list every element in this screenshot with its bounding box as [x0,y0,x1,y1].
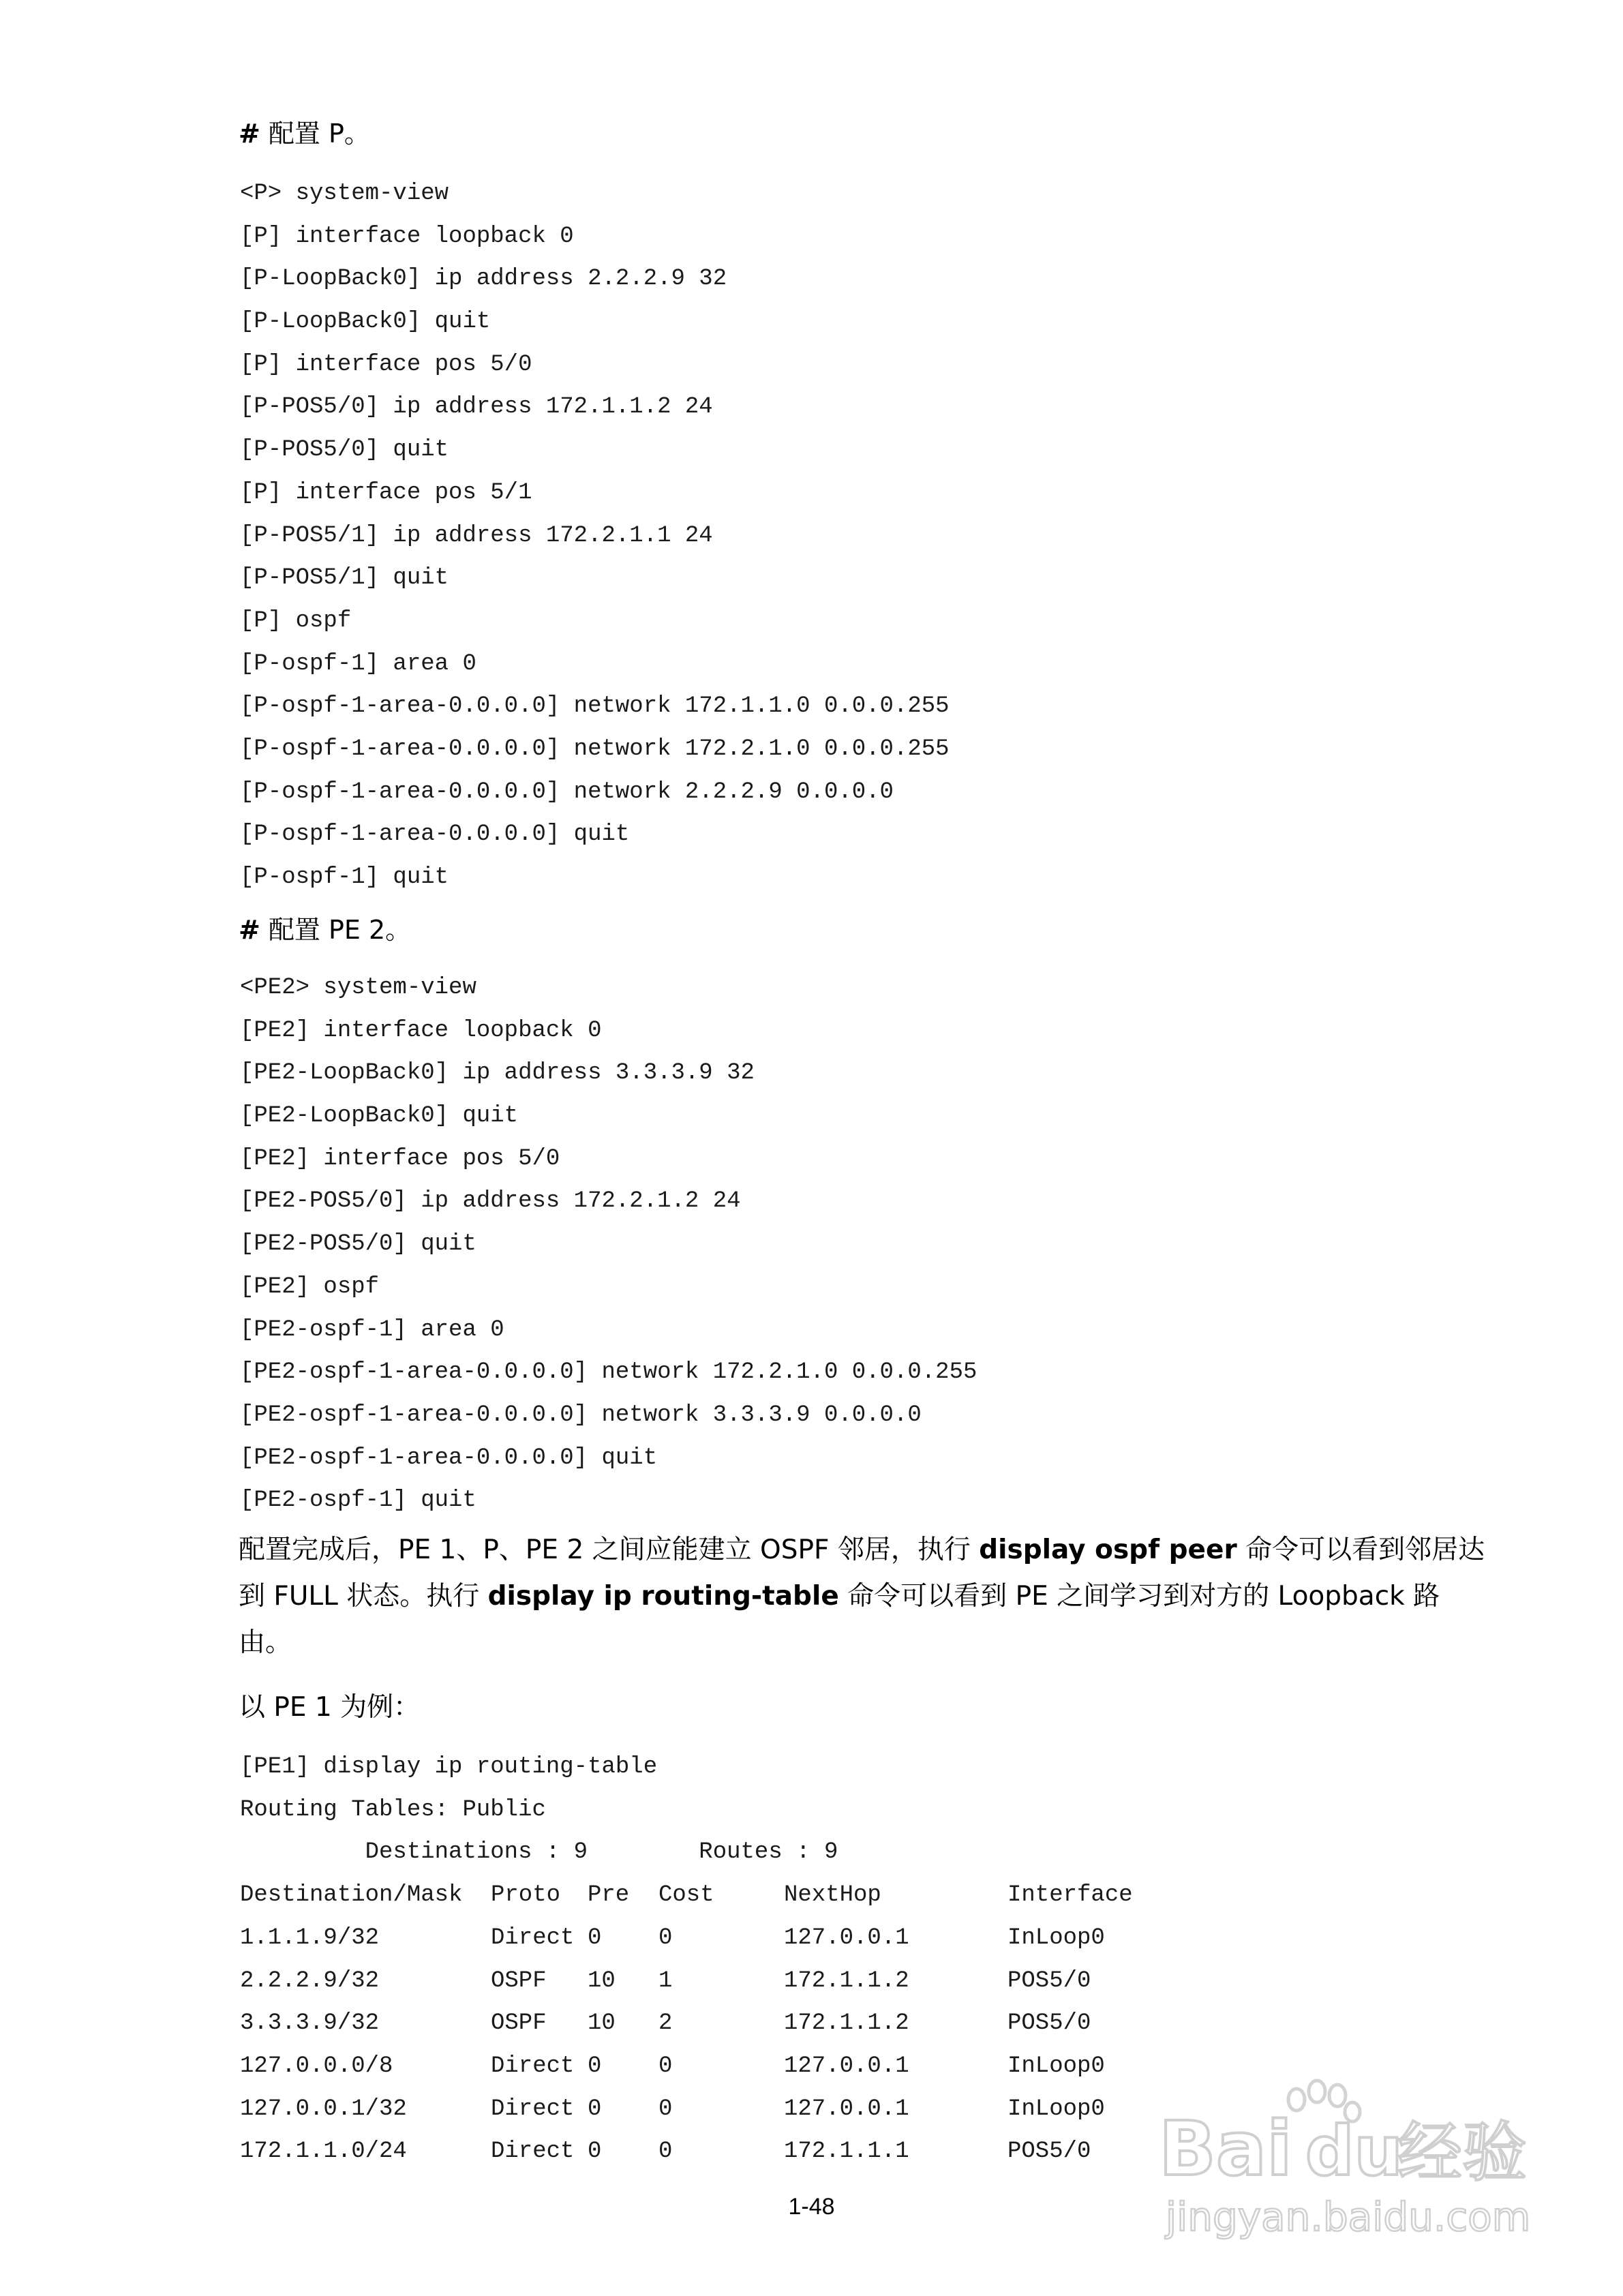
heading-configure-pe2: # 配置 PE 2。 [239,915,412,945]
code-line: [PE2] ospf [240,1273,380,1300]
table-cell: 2.2.2.9/32 [240,1967,380,1994]
table-cell: Direct [491,1924,575,1951]
table-cell: 0 [588,2096,602,2122]
table-cell: 127.0.0.0/8 [240,2053,393,2079]
table-cell: 1.1.1.9/32 [240,1924,380,1951]
table-cell: 1 [658,1967,673,1994]
code-line: [P-POS5/1] ip address 172.2.1.1 24 [240,522,713,549]
table-cell: POS5/0 [1007,2139,1091,2165]
code-line: [P-LoopBack0] ip address 2.2.2.9 32 [240,266,727,292]
code-line: [PE2-LoopBack0] quit [240,1103,519,1130]
code-line: [PE2] interface pos 5/0 [240,1145,560,1172]
table-cell: 127.0.0.1 [784,1924,909,1951]
explanation-paragraph: 配置完成后，PE 1、P、PE 2 之间应能建立 OSPF 邻居，执行 display ospf peer 命令可以看到邻居达到 FULL 状态。执行 display ip routing-table 命令可以看到 PE 之间学习到对方的 Loopback 路由。 [239,1535,1485,1658]
code-line: <PE2> system-view [240,975,476,1001]
page-number: 1-48 [788,2194,835,2220]
code-line: [P] interface pos 5/0 [240,351,532,378]
table-cell: 127.0.0.1 [784,2053,909,2079]
table-cell: 0 [658,2053,673,2079]
routing-command: [PE1] display ip routing-table [240,1754,658,1780]
code-line: [P-POS5/0] quit [240,437,449,464]
table-cell: Direct [491,2053,575,2079]
watermark-brand: Bai [1159,2105,1292,2192]
table-cell: 0 [588,2053,602,2079]
code-line: [PE2-ospf-1-area-0.0.0.0] network 172.2.1.0 0.0.0.255 [240,1359,977,1386]
table-cell: InLoop0 [1007,2096,1105,2122]
watermark-brand-du: du [1305,2111,1403,2191]
table-header [240,1874,1262,1917]
table-cell: 172.1.1.2 [784,2010,909,2037]
table-row [240,1960,1262,2003]
table-cell: 127.0.0.1 [784,2096,909,2122]
code-line: [PE2-LoopBack0] ip address 3.3.3.9 32 [240,1060,755,1087]
code-line: [P] interface loopback 0 [240,223,574,250]
table-cell: InLoop0 [1007,1924,1105,1951]
table-cell: POS5/0 [1007,2010,1091,2037]
code-line: [P-ospf-1-area-0.0.0.0] network 172.1.1.0 0.0.0.255 [240,693,950,720]
column-header: NextHop [784,1882,881,1909]
code-line: [P-ospf-1] area 0 [240,650,476,677]
heading-configure-p: # 配置 P。 [239,119,370,149]
code-line: [PE2-ospf-1-area-0.0.0.0] quit [240,1445,658,1471]
code-block-p [240,172,950,899]
column-header: Cost [658,1882,714,1909]
watermark-suffix: 经验 [1397,2115,1528,2190]
table-cell: 172.1.1.2 [784,1967,909,1994]
routing-tables-label: Routing Tables: Public [240,1796,546,1823]
table-cell: 172.1.1.0/24 [240,2139,407,2165]
table-cell: 127.0.0.1/32 [240,2096,407,2122]
code-line: [PE2-ospf-1-area-0.0.0.0] network 3.3.3.9 0.0.0.0 [240,1402,922,1428]
command-display-ip-routing-table: display ip routing-table [487,1581,839,1612]
code-line: [P-ospf-1-area-0.0.0.0] network 172.2.1.0 0.0.0.255 [240,736,950,762]
table-cell: 0 [658,2139,673,2165]
column-header: Interface [1007,1882,1133,1909]
table-cell: 0 [658,2096,673,2122]
column-header: Proto [491,1882,561,1909]
code-line: <P> system-view [240,181,449,207]
code-line: [P-ospf-1-area-0.0.0.0] quit [240,821,630,848]
code-line: [P] ospf [240,607,352,634]
code-line: [PE2-ospf-1] quit [240,1487,476,1514]
baidu-jingyan-watermark-icon [1152,2072,1534,2243]
column-header: Destination/Mask [240,1882,463,1909]
table-cell: POS5/0 [1007,1967,1091,1994]
table-cell: InLoop0 [1007,2053,1105,2079]
code-block-pe2 [240,967,977,1522]
code-line: [PE2-POS5/0] quit [240,1231,476,1258]
watermark-url: jingyan.baidu.com [1166,2194,1531,2240]
table-cell: 0 [588,1924,602,1951]
table-cell: Direct [491,2139,575,2165]
table-cell: OSPF [491,2010,547,2037]
code-line: [P] interface pos 5/1 [240,479,532,506]
code-line: [P-LoopBack0] quit [240,309,491,335]
code-line: [P-ospf-1-area-0.0.0.0] network 2.2.2.9 0.0.0.0 [240,779,894,805]
code-line: [P-ospf-1] quit [240,864,449,890]
table-cell: 10 [588,1967,616,1994]
column-header: Pre [588,1882,630,1909]
code-line: [PE2-POS5/0] ip address 172.2.1.2 24 [240,1188,741,1215]
command-display-ospf-peer: display ospf peer [979,1535,1237,1565]
routing-summary: Destinations : 9 Routes : 9 [240,1839,838,1866]
table-row [240,2045,1262,2088]
table-row [240,2088,1262,2131]
table-cell: Direct [491,2096,575,2122]
table-row [240,2002,1262,2045]
code-line: [PE2-ospf-1] area 0 [240,1316,504,1343]
table-cell: 2 [658,2010,673,2037]
table-cell: 0 [588,2139,602,2165]
table-cell: 0 [658,1924,673,1951]
table-row [240,2130,1262,2173]
code-line: [PE2] interface loopback 0 [240,1017,602,1044]
table-row [240,1917,1262,1960]
code-line: [P-POS5/0] ip address 172.1.1.2 24 [240,394,713,421]
code-line: [P-POS5/1] quit [240,565,449,592]
table-cell: OSPF [491,1967,547,1994]
table-cell: 10 [588,2010,616,2037]
table-cell: 172.1.1.1 [784,2139,909,2165]
table-cell: 3.3.3.9/32 [240,2010,380,2037]
example-intro: 以 PE 1 为例： [239,1692,421,1723]
